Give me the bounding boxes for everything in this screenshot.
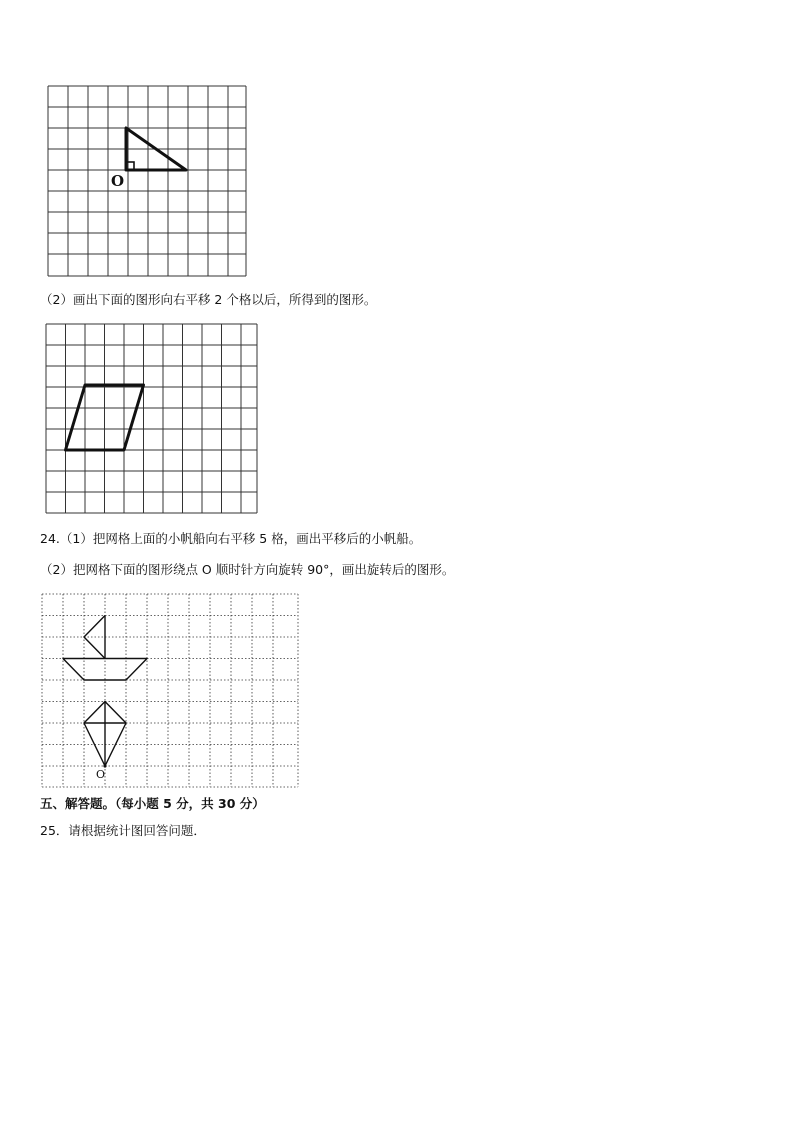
question-24-1: 24.（1）把网格上面的小帆船向右平移 5 格，画出平移后的小帆船。 (40, 531, 422, 546)
grid-triangle-figure (44, 84, 250, 278)
grid-lines (48, 86, 246, 276)
dotted-grid-sailboat-figure (40, 592, 302, 790)
point-o-label: O (96, 768, 106, 781)
sailboat-shape (63, 616, 147, 681)
grid-parallelogram-figure (44, 321, 260, 515)
section-5-title: 五、解答题。（每小题 5 分，共 30 分） (40, 796, 265, 811)
question-25: 25．请根据统计图回答问题． (40, 823, 206, 838)
grid-lines (46, 324, 257, 513)
dotted-grid-lines (42, 594, 298, 787)
question-23-2: （2）画出下面的图形向右平移 2 个格以后，所得到的图形。 (40, 292, 377, 307)
point-o-label: O (111, 172, 125, 190)
question-24-2: （2）把网格下面的图形绕点 O 顺时针方向旋转 90°，画出旋转后的图形。 (40, 562, 455, 577)
kite-shape (84, 702, 126, 767)
